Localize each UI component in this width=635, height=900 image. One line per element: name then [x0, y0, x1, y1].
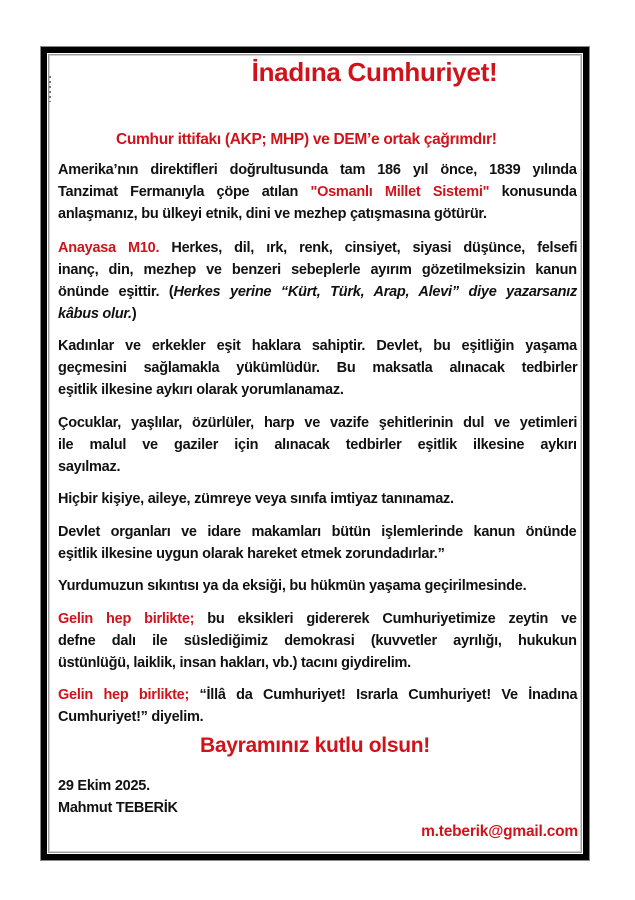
- italic-note: kâbus olur.: [58, 306, 132, 322]
- paragraph-line: defne dalı ile süslediğimiz demokrasi (kuvvetler ayrılığı, hukukun: [58, 633, 577, 649]
- text-run: önünde eşittir. (: [58, 284, 174, 300]
- signature-author: Mahmut TEBERİK: [58, 800, 178, 816]
- paragraph-line: Çocuklar, yaşlılar, özürlüler, harp ve vazife şehitlerinin dul ve yetimleri: [58, 415, 578, 431]
- text-run: “İllâ da Cumhuriyet! Israrla Cumhuriyet! Ve İnadına: [199, 687, 578, 703]
- paragraph-line: [58, 283, 577, 301]
- paragraph-line: Hiçbir kişiye, aileye, zümreye veya sınıfa imtiyaz tanınamaz.: [58, 491, 454, 507]
- text-run: Herkes, dil, ırk, renk, cinsiyet, siyasi düşünce, felsefi: [171, 240, 578, 256]
- paragraph-line: [58, 686, 577, 704]
- document-subtitle: Cumhur ittifakı (AKP; MHP) ve DEM’e ortak çağrımdır!: [116, 131, 497, 148]
- paragraph-line: [58, 239, 577, 257]
- text-run: ): [131, 306, 137, 322]
- paragraph-line: Devlet organları ve idare makamları bütün işlemlerinde kanun önünde: [58, 524, 577, 540]
- highlight-osmanli-millet-sistemi: "Osmanlı Millet Sistemi": [310, 184, 490, 200]
- highlight-anayasa-m10: Anayasa M10.: [58, 240, 160, 256]
- text-run: konusunda: [501, 184, 577, 200]
- paragraph-line: Amerika’nın direktifleri doğrultusunda tam 186 yıl önce, 1839 yılında: [58, 162, 577, 178]
- paragraph-line: geçmesini sağlamakla yükümlüdür. Bu maksatla alınacak tedbirler: [58, 360, 578, 376]
- paragraph-line: üstünlüğü, laiklik, insan hakları, vb.) tacını giydirelim.: [58, 655, 411, 671]
- text-run: bu eksikleri gidererek Cumhuriyetimize zeytin ve: [207, 611, 577, 627]
- paragraph-line: eşitlik ilkesine uygun olarak hareket etmek zorundadırlar.”: [58, 546, 445, 562]
- signature-date: 29 Ekim 2025.: [58, 778, 150, 794]
- highlight-gelin-hep-birlikte: Gelin hep birlikte;: [58, 611, 195, 627]
- text-run: Tanzimat Fermanıyla çöpe atılan: [58, 184, 299, 200]
- paragraph-line: [58, 183, 577, 201]
- document-title: İnadına Cumhuriyet!: [251, 57, 498, 87]
- paragraph-line: sayılmaz.: [58, 459, 121, 475]
- italic-note: Herkes yerine “Kürt, Türk, Arap, Alevi” diye yazarsanız: [173, 284, 578, 300]
- paragraph-line: [58, 610, 577, 628]
- paragraph-line: Yurdumuzun sıkıntısı ya da eksiği, bu hükmün yaşama geçirilmesinde.: [58, 578, 527, 594]
- paragraph-line: anlaşmanız, bu ülkeyi etnik, dini ve mezhep çatışmasına götürür.: [58, 206, 487, 222]
- highlight-gelin-hep-birlikte: Gelin hep birlikte;: [58, 687, 190, 703]
- paragraph-line: [58, 305, 577, 323]
- paragraph-line: Kadınlar ve erkekler eşit haklara sahiptir. Devlet, bu eşitliğin yaşama: [58, 338, 577, 354]
- paragraph-line: eşitlik ilkesine aykırı olarak yorumlanamaz.: [58, 382, 344, 398]
- author-email-link[interactable]: m.teberik@gmail.com: [421, 823, 578, 840]
- paragraph-line: inanç, din, mezhep ve benzeri sebeplerle ayırım gözetilmeksizin kanun: [58, 262, 577, 278]
- closing-greeting: Bayramınız kutlu olsun!: [200, 734, 430, 757]
- paragraph-line: Cumhuriyet!” diyelim.: [58, 709, 204, 725]
- paragraph-line: ile malul ve gaziler için alınacak tedbirler eşitlik ilkesine aykırı: [58, 437, 577, 453]
